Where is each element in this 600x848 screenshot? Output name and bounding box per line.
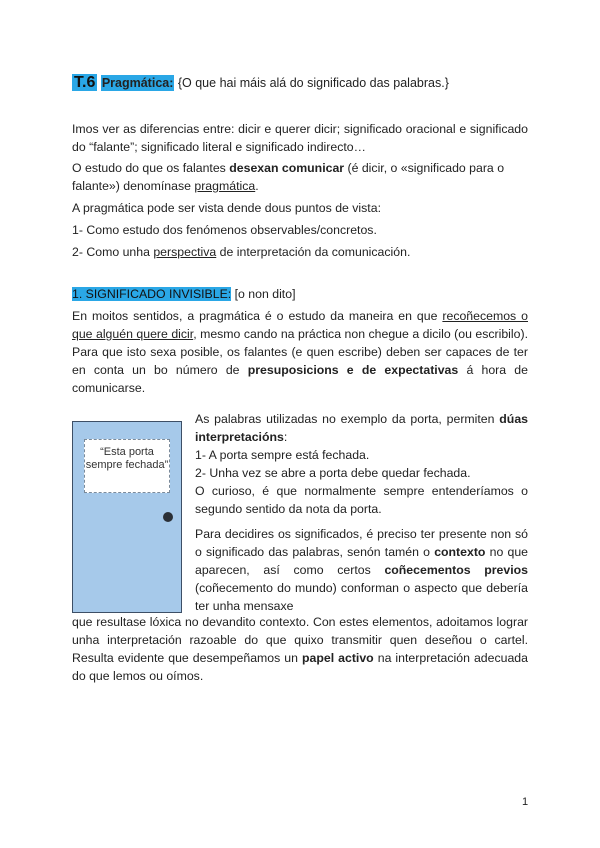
- text-run: O curioso, é que normalmente sempre entenderíamos o segundo sentido da nota da porta.: [195, 484, 528, 516]
- interpretation-2: 2- Unha vez se abre a porta debe quedar fechada.: [195, 466, 471, 480]
- intro-paragraph-3: A pragmática pode ser vista dende dous puntos de vista:: [72, 201, 381, 215]
- text-run: O estudo do que os falantes: [72, 161, 230, 175]
- underlined-term: pragmática: [194, 179, 256, 193]
- section1-paragraph: [72, 307, 528, 397]
- text-run: En moitos sentidos, a pragmática é o estudo da maneira en que: [72, 309, 443, 323]
- bold-term: coñecementos previos: [384, 563, 528, 577]
- intro-paragraph-5: [72, 243, 528, 261]
- bold-term: dúas interpretacións: [195, 412, 528, 444]
- text-run: :: [283, 430, 288, 444]
- bold-term: desexan comunicar: [229, 161, 345, 175]
- section-heading: [72, 287, 295, 301]
- page-title: [72, 74, 449, 92]
- door-knob-icon: [163, 512, 173, 522]
- section-title: 1. SIGNIFICADO INVISIBLE:: [72, 287, 232, 301]
- topic-number: T.6: [74, 74, 96, 91]
- text-run: na interpretación adecuada do que lemos ou oímos.: [72, 651, 528, 683]
- intro-paragraph-1: Imos ver as diferencias entre: dicir e querer dicir; significado oracional e significado do “falante”; significado literal e significado indirecto…: [72, 122, 528, 154]
- underlined-term: perspectiva: [153, 245, 217, 259]
- text-run: de interpretación da comunicación.: [216, 245, 411, 259]
- door-interpretation-text: [195, 410, 528, 518]
- text-run: Para decidires os significados, é preciso ter presente non só o significado das palabras, senón tamén o: [195, 527, 528, 559]
- section-note: [o non dito]: [231, 287, 296, 301]
- door-sign: “Esta porta sempre fechada”: [84, 439, 170, 493]
- text-run: no que aparecen, así como certos: [195, 545, 529, 577]
- context-paragraph-continued: [72, 613, 528, 685]
- bold-term: presuposicions e de expectativas: [247, 363, 459, 377]
- text-run: 2- Como unha: [72, 245, 154, 259]
- interpretation-1: 1- A porta sempre está fechada.: [195, 448, 370, 462]
- text-run: (é dicir, o «significado para o falante») denomínase: [72, 161, 505, 193]
- intro-paragraph-4: 1- Como estudo dos fenómenos observables/concretos.: [72, 223, 377, 237]
- text-run: á hora de comunicarse.: [72, 363, 528, 395]
- text-run: .: [255, 179, 259, 193]
- underlined-term: recoñecemos o que alguén quere dicir: [72, 309, 528, 341]
- context-paragraph: [195, 525, 528, 615]
- bold-term: papel activo: [302, 651, 374, 665]
- topic-name: Pragmática:: [101, 76, 174, 90]
- topic-subtitle: {O que hai máis alá do significado das palabras.}: [174, 76, 449, 90]
- text-run: As palabras utilizadas no exemplo da porta, permiten: [195, 412, 500, 426]
- page-number: 1: [522, 796, 529, 808]
- text-run: , mesmo cando na práctica non chegue a dicilo (ou escribilo). Para que isto sexa posible, os falantes (e quen escribe) deben ser capaces de ter en conta un bo número de: [72, 327, 528, 377]
- text-run: (coñecemento do mundo) conforman o aspecto que debería ter unha mensaxe: [195, 581, 528, 613]
- bold-term: contexto: [434, 545, 486, 559]
- intro-paragraph-2: [72, 159, 528, 195]
- text-run: que resultase lóxica no devandito contexto. Con estes elementos, adoitamos lograr unha interpretación razoable do que quixo transmitir quen deseñou o cartel. Resulta evidente que desempeñamos un: [72, 615, 528, 665]
